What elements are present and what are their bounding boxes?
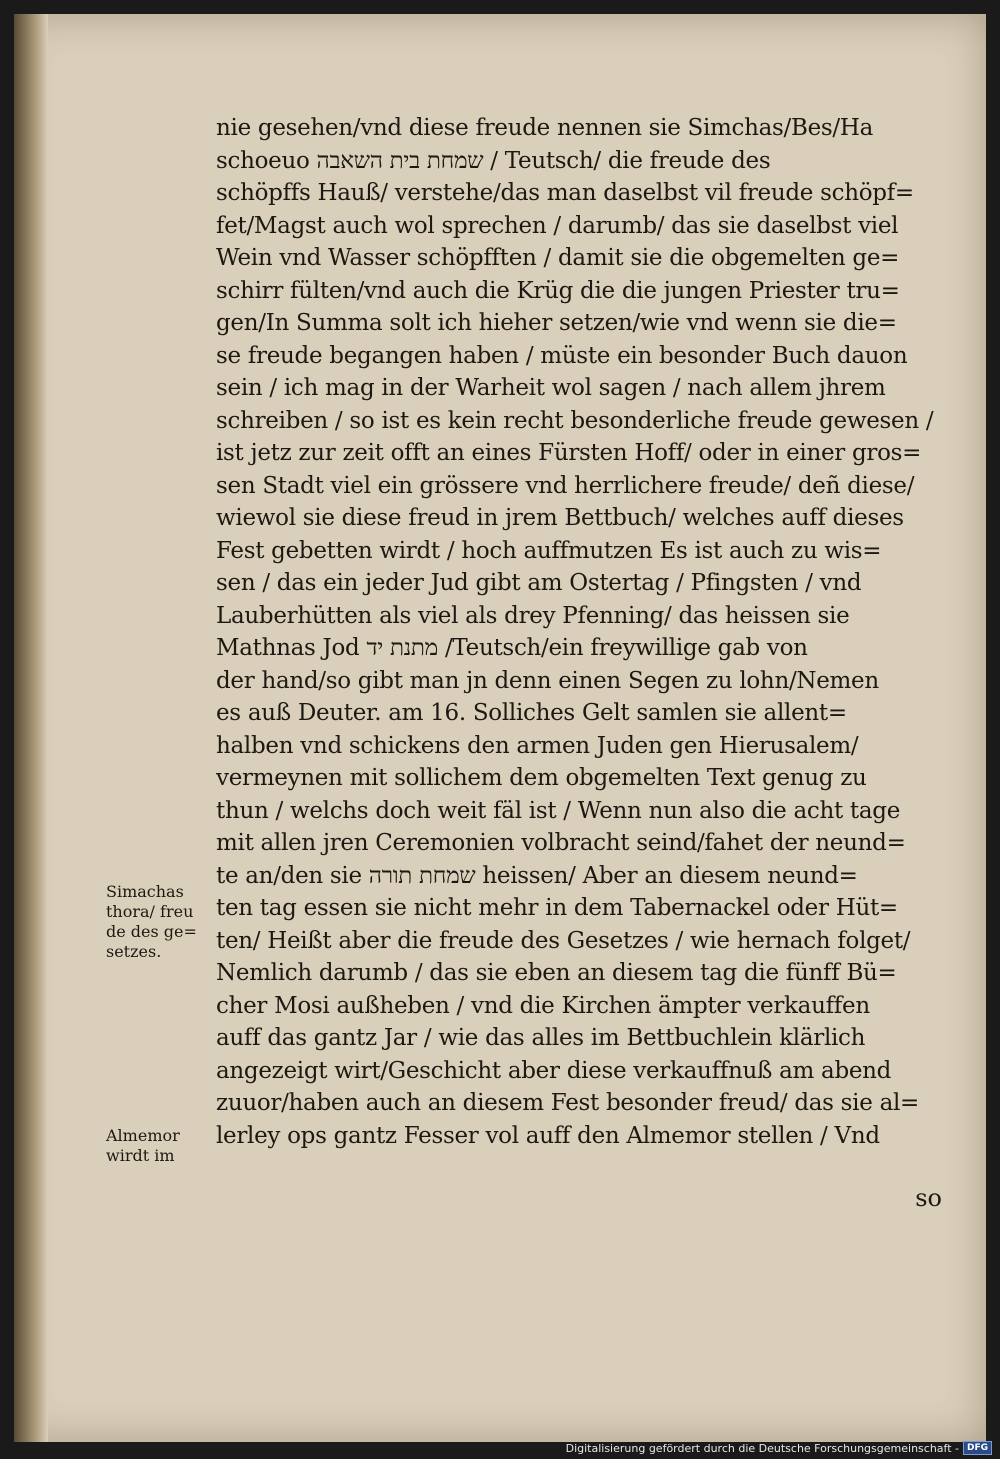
text-line: ist jetz zur zeit offt an eines Fürsten Hoff/ oder in einer gros= <box>216 440 922 466</box>
text-line: nie gesehen/vnd diese freude nennen sie Simchas/Bes/Ha <box>216 115 874 141</box>
text-line: se freude begangen haben / müste ein besonder Buch dauon <box>216 342 908 369</box>
digitization-footer <box>566 1441 992 1455</box>
text-line: halben vnd schickens den armen Juden gen Hierusalem/ <box>216 732 859 759</box>
text-line: cher Mosi außheben / vnd die Kirchen ämpter verkauffen <box>216 992 870 1019</box>
margin-note-line: thora/ freu <box>106 902 194 921</box>
dfg-logo: DFG <box>963 1441 992 1455</box>
text-line: schoeuo שמחת בית השאבה / Teutsch/ die freude des <box>216 147 771 174</box>
text-line: auff das gantz Jar / wie das alles im Bettbuchlein klärlich <box>216 1025 866 1051</box>
text-line: Lauberhütten als viel als drey Pfenning/ das heissen sie <box>216 602 850 629</box>
text-line: sen Stadt viel ein grössere vnd herrlichere freude/ deñ diese/ <box>216 472 915 499</box>
text-line: schreiben / so ist es kein recht besonderliche freude gewesen / <box>216 407 934 434</box>
text-line: Wein vnd Wasser schöpfften / damit sie die obgemelten ge= <box>216 245 900 271</box>
text-line: thun / welchs doch weit fäl ist / Wenn nun also die acht tage <box>216 797 901 824</box>
text-line: sein / ich mag in der Warheit wol sagen / nach allem jhrem <box>216 375 886 401</box>
text-line: Mathnas Jod מתנת יד /Teutsch/ein freywillige gab von <box>216 635 808 661</box>
margin-note-line: Simachas <box>106 882 184 901</box>
text-line: te an/den sie שמחת תורה heissen/ Aber an diesem neund= <box>216 862 858 889</box>
margin-note-almemor <box>106 1126 226 1166</box>
main-text-block <box>216 112 940 1152</box>
text-line: gen/In Summa solt ich hieher setzen/wie vnd wenn sie die= <box>216 310 897 336</box>
text-line: es auß Deuter. am 16. Solliches Gelt samlen sie allent= <box>216 700 847 726</box>
text-line: angezeigt wirt/Geschicht aber diese verkauffnuß am abend <box>216 1057 892 1084</box>
book-gutter <box>14 14 48 1442</box>
text-line: sen / das ein jeder Jud gibt am Ostertag / Pfingsten / vnd <box>216 570 862 596</box>
margin-note-line: setzes. <box>106 942 162 961</box>
text-line: lerley ops gantz Fesser vol auff den Almemor stellen / Vnd <box>216 1122 880 1149</box>
text-line: ten tag essen sie nicht mehr in dem Tabernackel oder Hüt= <box>216 895 898 921</box>
margin-note-line: wirdt im <box>106 1146 175 1165</box>
text-line: Nemlich darumb / das sie eben an diesem tag die fünff Bü= <box>216 960 897 986</box>
text-line: wiewol sie diese freud in jrem Bettbuch/ welches auff dieses <box>216 505 904 531</box>
text-line: ten/ Heißt aber die freude des Gesetzes / wie hernach folget/ <box>216 927 911 954</box>
text-line: schirr fülten/vnd auch die Krüg die die jungen Priester tru= <box>216 277 900 304</box>
footer-credit: Digitalisierung gefördert durch die Deutsche Forschungsgemeinschaft - <box>565 1441 959 1455</box>
text-line: fet/Magst auch wol sprechen / darumb/ das sie daselbst viel <box>216 212 899 239</box>
text-line: zuuor/haben auch an diesem Fest besonder freud/ das sie al= <box>216 1090 920 1116</box>
text-line: schöpffs Hauß/ verstehe/das man daselbst vil freude schöpf= <box>216 180 914 206</box>
text-line: mit allen jren Ceremonien volbracht seind/fahet der neund= <box>216 830 906 856</box>
text-line: Fest gebetten wirdt / hoch auffmutzen Es ist auch zu wis= <box>216 537 882 564</box>
catchword: so <box>915 1184 942 1212</box>
text-line: der hand/so gibt man jn denn einen Segen zu lohn/Nemen <box>216 667 879 694</box>
margin-note-simchas-thora <box>106 882 226 962</box>
margin-note-line: Almemor <box>106 1126 180 1145</box>
text-line: vermeynen mit sollichem dem obgemelten Text genug zu <box>216 765 867 791</box>
margin-note-line: de des ge= <box>106 922 197 941</box>
